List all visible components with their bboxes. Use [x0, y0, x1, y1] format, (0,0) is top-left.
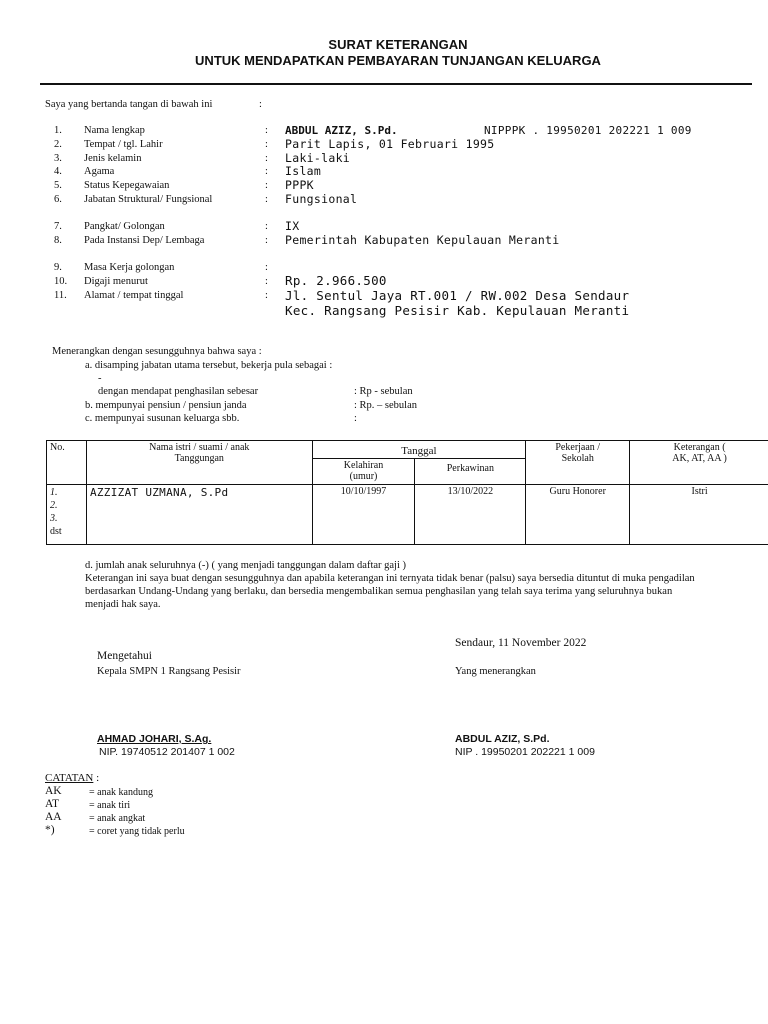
- field-value-status: PPPK: [285, 178, 314, 192]
- field-value-address: Jl. Sentul Jaya RT.001 / RW.002 Desa Sendaur: [285, 288, 630, 303]
- note-code: AK: [45, 785, 62, 797]
- field-value-position: Fungsional: [285, 192, 358, 206]
- header-name-line2: Tanggungan: [174, 453, 224, 464]
- right-signer-nip: NIP . 19950201 202221 1 009: [455, 746, 595, 758]
- field-colon: :: [265, 180, 268, 191]
- field-no: 1.: [54, 125, 62, 136]
- field-label: Jenis kelamin: [84, 153, 142, 164]
- field-colon: :: [265, 276, 268, 287]
- pension-value: : Rp. – sebulan: [354, 400, 417, 411]
- field-no: 11.: [54, 290, 67, 301]
- field-colon: :: [265, 290, 268, 301]
- header-rule: [40, 83, 752, 85]
- left-signer-name: AHMAD JOHARI, S.Ag.: [97, 733, 212, 745]
- statement-c: c. mempunyai susunan keluarga sbb.: [85, 413, 240, 424]
- family-table: [46, 440, 768, 545]
- field-no: 8.: [54, 235, 62, 246]
- row-job: Guru Honorer: [526, 485, 630, 545]
- intro-colon: :: [259, 99, 262, 110]
- field-value-religion: Islam: [285, 164, 322, 178]
- header-birth-line1: Kelahiran: [343, 460, 384, 471]
- left-signer-nip: NIP. 19740512 201407 1 002: [99, 746, 235, 758]
- field-value-birth: Parit Lapis, 01 Februari 1995: [285, 137, 495, 151]
- field-label: Pada Instansi Dep/ Lembaga: [84, 235, 205, 246]
- field-value-agency: Pemerintah Kabupaten Kepulauan Meranti: [285, 233, 560, 247]
- row-number: 3.: [50, 513, 58, 524]
- field-colon: :: [265, 194, 268, 205]
- income-value: : Rp - sebulan: [354, 386, 413, 397]
- field-no: 4.: [54, 166, 62, 177]
- header-birth: [312, 459, 415, 485]
- header-name-line1: Nama istri / suami / anak: [149, 442, 250, 453]
- field-label: Status Kepegawaian: [84, 180, 170, 191]
- field-colon: :: [265, 139, 268, 150]
- header-note: [630, 441, 768, 485]
- declaration-line2: berdasarkan Undang-Undang yang berlaku, dan bersedia mengembalikan semua penghasilan yang telah saya terima yang seluruhnya bukan: [85, 586, 673, 597]
- header-birth-line2: (umur): [349, 471, 378, 482]
- statement-a: a. disamping jabatan utama tersebut, bekerja pula sebagai :: [85, 360, 333, 371]
- right-role: Yang menerangkan: [455, 666, 536, 677]
- note-desc: = coret yang tidak perlu: [89, 826, 185, 837]
- statement-intro: Menerangkan dengan sesungguhnya bahwa saya :: [52, 346, 262, 357]
- table-row: [47, 485, 768, 545]
- intro-text: Saya yang bertanda tangan di bawah ini: [45, 99, 213, 110]
- declaration-line3: menjadi hak saya.: [85, 599, 161, 610]
- known-label: Mengetahui: [97, 650, 152, 662]
- field-value-rank: IX: [285, 219, 300, 233]
- left-role: Kepala SMPN 1 Rangsang Pesisir: [97, 666, 241, 677]
- row-note: Istri: [630, 485, 768, 545]
- header-note-line1: Keterangan (: [673, 442, 726, 453]
- row-number: dst: [50, 526, 62, 537]
- header-no: No.: [47, 441, 87, 485]
- note-desc: = anak angkat: [89, 813, 146, 824]
- notes-title-text: CATATAN: [45, 772, 94, 784]
- field-colon: :: [265, 262, 268, 273]
- document-title: SURAT KETERANGAN: [328, 37, 468, 52]
- field-value-nipppk: NIPPPK . 19950201 202221 1 009: [484, 124, 692, 137]
- row-number: 2.: [50, 500, 58, 511]
- field-colon: :: [265, 235, 268, 246]
- note-desc: = anak kandung: [89, 787, 153, 798]
- header-job-line1: Pekerjaan /: [555, 442, 601, 453]
- field-no: 10.: [54, 276, 68, 287]
- field-colon: :: [265, 221, 268, 232]
- row-name: AZZIZAT UZMANA, S.Pd: [86, 485, 312, 545]
- declaration-line1: Keterangan ini saya buat dengan sesungguhnya dan apabila keterangan ini ternyata tidak benar (palsu) saya bersedia dituntut di muka pengadilan: [85, 573, 695, 584]
- header-job: [526, 441, 630, 485]
- field-label: Agama: [84, 166, 115, 177]
- note-code: *): [45, 824, 55, 836]
- field-no: 6.: [54, 194, 62, 205]
- field-label: Jabatan Struktural/ Fungsional: [84, 194, 213, 205]
- note-desc: = anak tiri: [89, 800, 131, 811]
- row-birth: 10/10/1997: [312, 485, 415, 545]
- note-code: AT: [45, 798, 60, 810]
- field-no: 5.: [54, 180, 62, 191]
- field-label: Digaji menurut: [84, 276, 148, 287]
- notes-title: [45, 772, 99, 784]
- header-job-line2: Sekolah: [561, 453, 594, 464]
- field-label: Masa Kerja golongan: [84, 262, 175, 273]
- field-value-address-line2: Kec. Rangsang Pesisir Kab. Kepulauan Meranti: [285, 303, 630, 318]
- notes-title-colon: :: [93, 772, 100, 784]
- field-label: Pangkat/ Golongan: [84, 221, 165, 232]
- row-number: 1.: [50, 487, 58, 498]
- place-date: Sendaur, 11 November 2022: [455, 637, 587, 649]
- family-colon: :: [354, 413, 357, 424]
- field-label: Nama lengkap: [84, 125, 145, 136]
- note-code: AA: [45, 811, 62, 823]
- document-subtitle: UNTUK MENDAPATKAN PEMBAYARAN TUNJANGAN KELUARGA: [195, 53, 601, 68]
- field-colon: :: [265, 125, 268, 136]
- right-signer-name: ABDUL AZIZ, S.Pd.: [455, 733, 550, 745]
- field-label: Alamat / tempat tinggal: [84, 290, 184, 301]
- field-label: Tempat / tgl. Lahir: [84, 139, 163, 150]
- field-no: 3.: [54, 153, 62, 164]
- field-value-salary: Rp. 2.966.500: [285, 273, 387, 288]
- header-date: Tanggal: [312, 441, 526, 459]
- field-no: 9.: [54, 262, 62, 273]
- header-marriage: Perkawinan: [415, 459, 526, 485]
- children-count: d. jumlah anak seluruhnya (-) ( yang menjadi tanggungan dalam daftar gaji ): [85, 560, 407, 571]
- row-marriage: 13/10/2022: [415, 485, 526, 545]
- row-numbers: [47, 485, 87, 545]
- header-note-line2: AK, AT, AA ): [672, 453, 727, 464]
- field-colon: :: [265, 166, 268, 177]
- field-colon: :: [265, 153, 268, 164]
- field-no: 2.: [54, 139, 62, 150]
- field-value-name: ABDUL AZIZ, S.Pd.: [285, 124, 398, 137]
- statement-b: b. mempunyai pensiun / pensiun janda: [85, 400, 247, 411]
- header-name: [86, 441, 312, 485]
- income-label: dengan mendapat penghasilan sebesar: [98, 386, 259, 397]
- field-value-gender: Laki-laki: [285, 151, 351, 165]
- statement-dash: -: [98, 373, 102, 384]
- field-no: 7.: [54, 221, 62, 232]
